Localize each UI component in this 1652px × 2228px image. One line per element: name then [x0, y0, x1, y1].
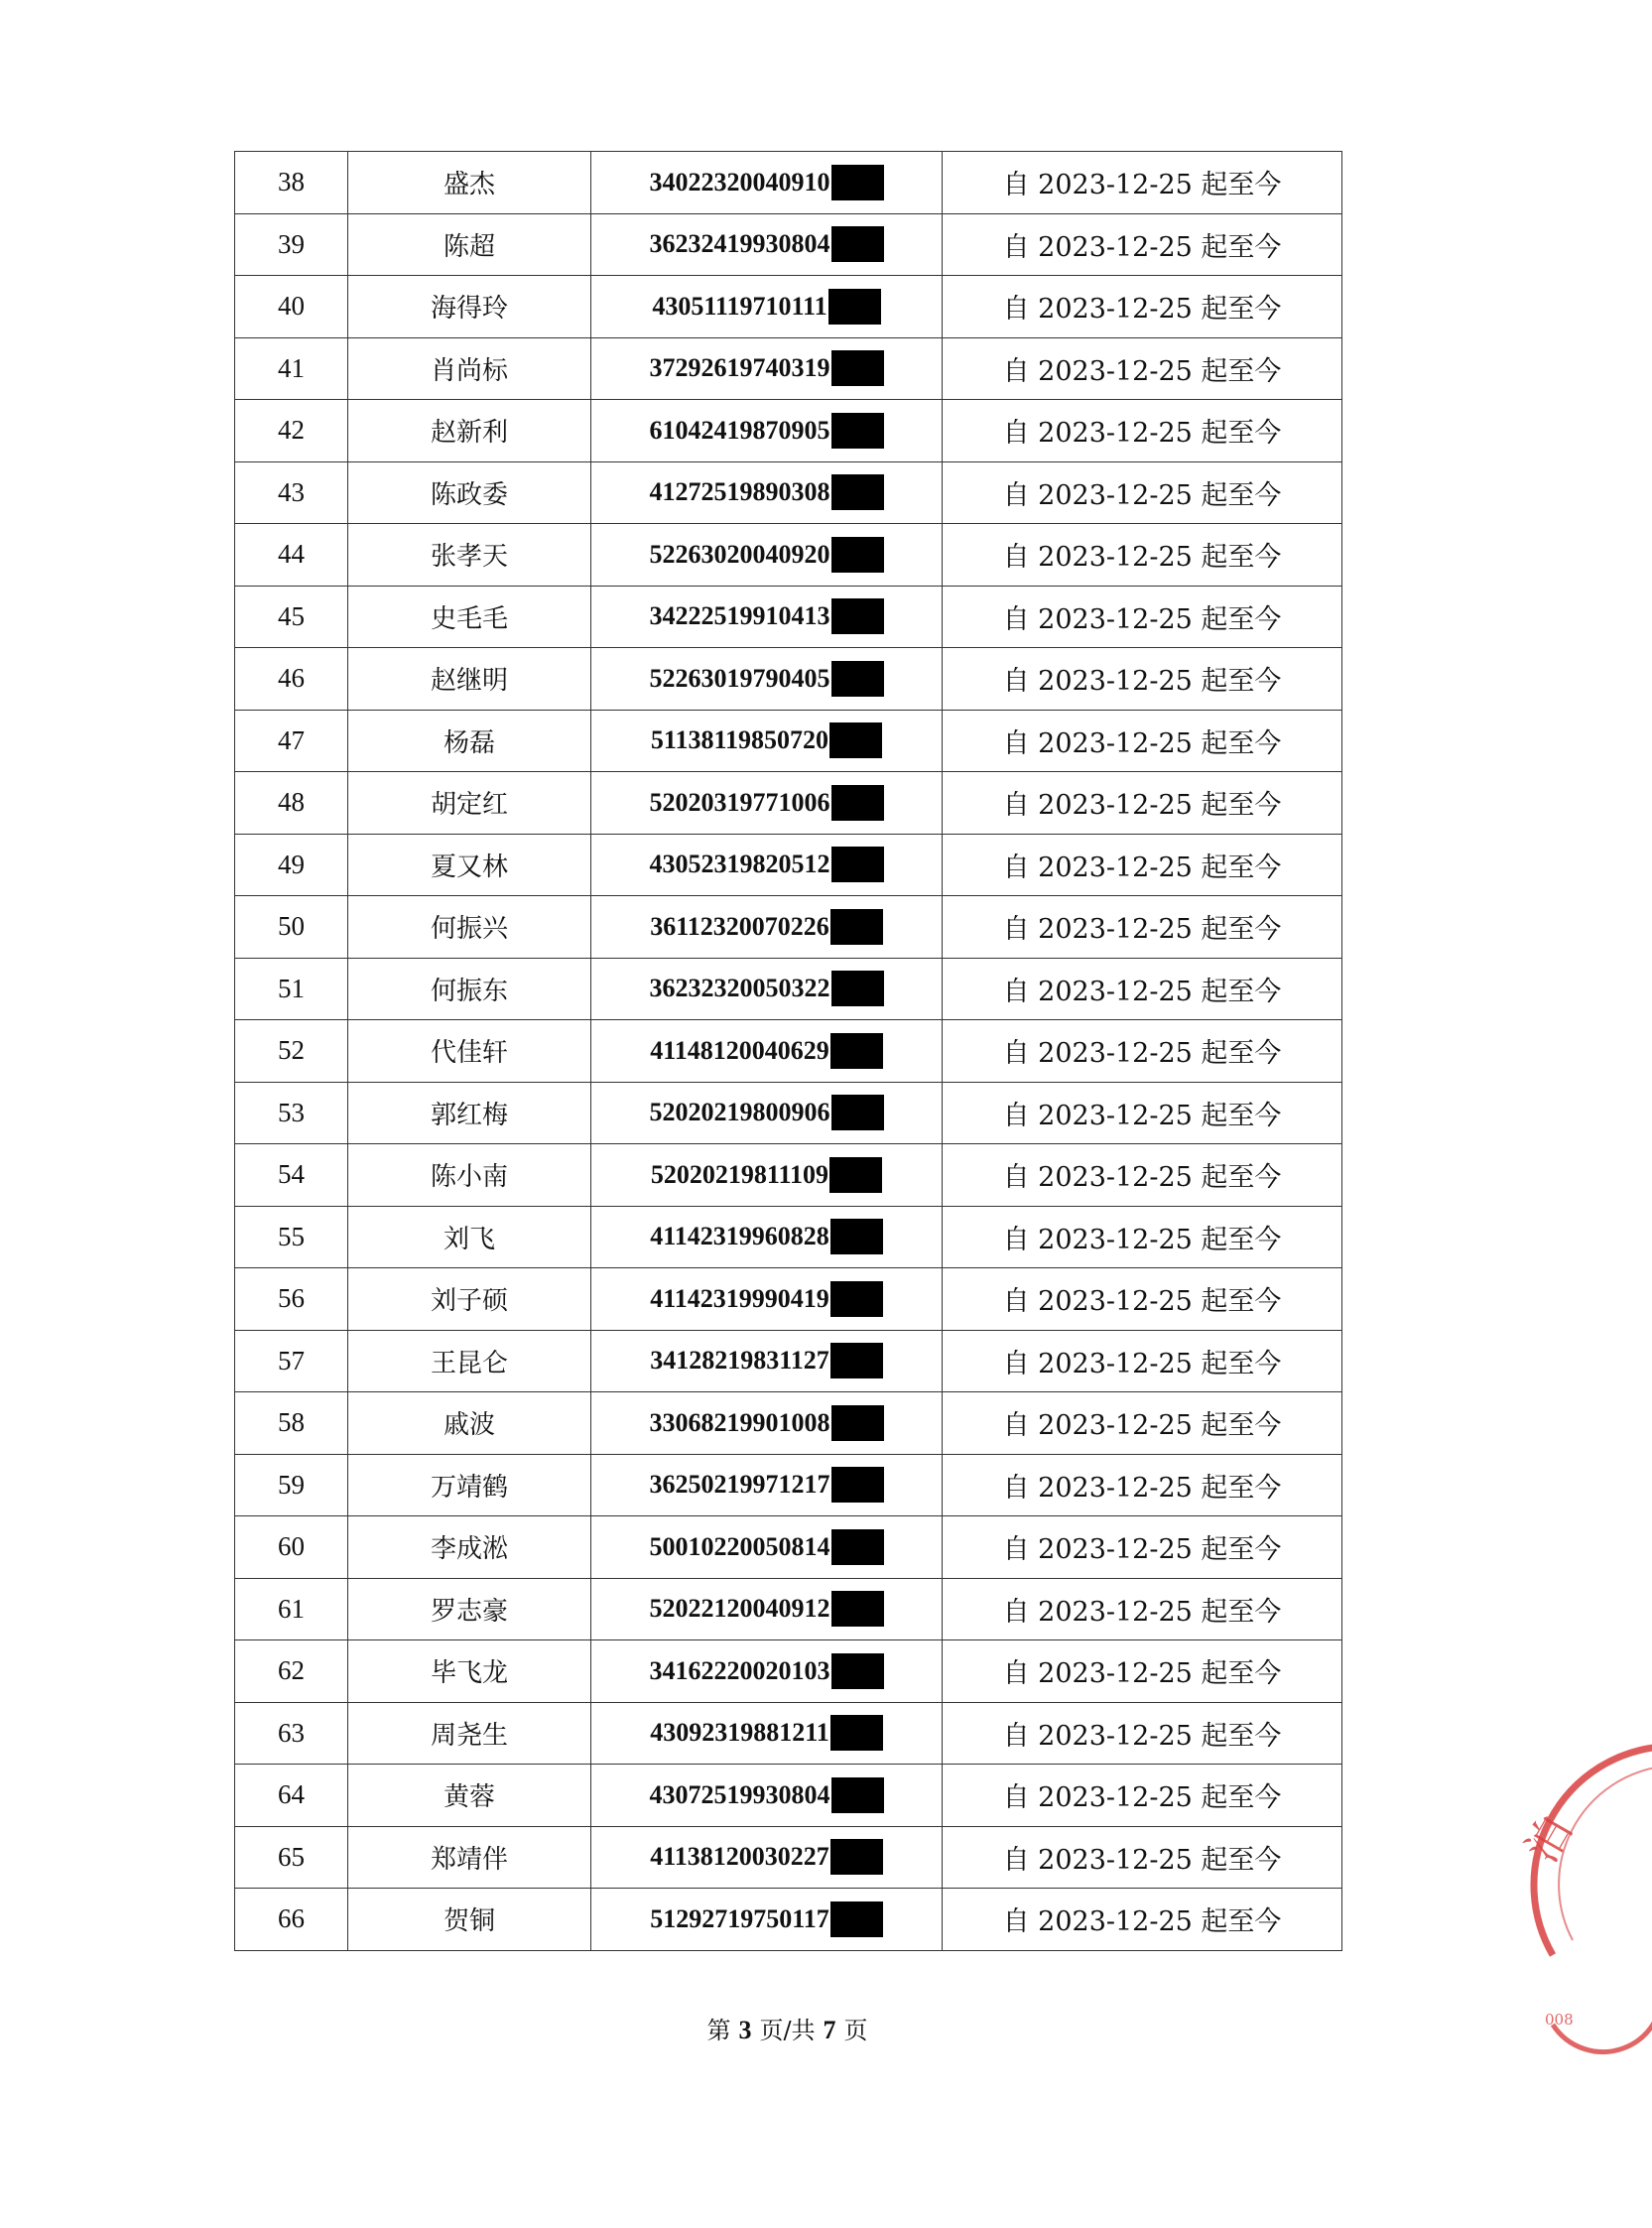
id-number-cell	[591, 1330, 943, 1392]
employment-period	[943, 1020, 1342, 1083]
person-name: 王昆仑	[348, 1330, 591, 1392]
table-row	[235, 1020, 1342, 1083]
id-number: 43092319881211	[650, 1718, 829, 1748]
person-name: 李成淞	[348, 1516, 591, 1579]
person-name: 郭红梅	[348, 1082, 591, 1144]
table-row	[235, 1578, 1342, 1640]
redaction-block	[831, 537, 884, 573]
table-body	[235, 152, 1342, 1951]
seal-number: 008	[1545, 2011, 1574, 2029]
person-name: 刘飞	[348, 1206, 591, 1268]
id-number-cell	[591, 648, 943, 711]
person-name: 夏又林	[348, 834, 591, 896]
id-number: 41142319960828	[650, 1222, 829, 1251]
id-number-cell	[591, 1516, 943, 1579]
person-name: 黄蓉	[348, 1765, 591, 1827]
table-row	[235, 710, 1342, 772]
footer-suffix: 页	[843, 2017, 868, 2044]
id-number-cell	[591, 524, 943, 587]
id-number: 37292619740319	[649, 353, 830, 383]
employment-period	[943, 648, 1342, 711]
row-number: 62	[235, 1640, 348, 1703]
row-number: 59	[235, 1454, 348, 1516]
redaction-block	[830, 1715, 883, 1751]
person-name: 赵新利	[348, 400, 591, 462]
redaction-block	[831, 785, 884, 821]
id-number: 41148120040629	[650, 1035, 829, 1065]
id-number-cell	[591, 1454, 943, 1516]
table-row	[235, 1268, 1342, 1331]
id-number: 43052319820512	[649, 850, 830, 879]
table-row	[235, 1206, 1342, 1268]
row-number: 46	[235, 648, 348, 711]
id-number: 52020219811109	[650, 1159, 829, 1189]
row-number: 63	[235, 1702, 348, 1765]
table-row	[235, 1640, 1342, 1703]
table-row	[235, 1826, 1342, 1889]
redaction-block	[831, 350, 884, 386]
person-name: 陈超	[348, 213, 591, 276]
redaction-block	[830, 1281, 883, 1317]
id-number-cell	[591, 461, 943, 524]
employment-period	[943, 1144, 1342, 1207]
table-row	[235, 524, 1342, 587]
redaction-block	[831, 1529, 884, 1565]
employment-period	[943, 772, 1342, 835]
id-number: 52263020040920	[649, 539, 830, 569]
period-text: 自 2023-12-25 起至今	[1002, 1162, 1282, 1194]
employment-period	[943, 1765, 1342, 1827]
table-row	[235, 1454, 1342, 1516]
id-number-cell	[591, 1268, 943, 1331]
id-number-cell	[591, 1765, 943, 1827]
table-row	[235, 1392, 1342, 1455]
redaction-block	[830, 1343, 883, 1378]
row-number: 47	[235, 710, 348, 772]
employment-period	[943, 896, 1342, 959]
id-number: 41142319990419	[650, 1283, 829, 1313]
redaction-block	[831, 1777, 884, 1813]
id-number-cell	[591, 276, 943, 338]
id-number-cell	[591, 1392, 943, 1455]
row-number: 58	[235, 1392, 348, 1455]
id-number: 36232419930804	[649, 229, 830, 259]
id-number: 61042419870905	[649, 415, 830, 445]
person-name: 郑靖伴	[348, 1826, 591, 1889]
redaction-block	[830, 1219, 883, 1254]
employment-period	[943, 152, 1342, 214]
person-name: 何振兴	[348, 896, 591, 959]
period-text: 自 2023-12-25 起至今	[1002, 1100, 1282, 1131]
period-text: 自 2023-12-25 起至今	[1002, 231, 1282, 263]
id-number-cell	[591, 1082, 943, 1144]
period-text: 自 2023-12-25 起至今	[1002, 418, 1282, 450]
employment-period	[943, 1640, 1342, 1703]
person-name: 周尧生	[348, 1702, 591, 1765]
total-page-number: 7	[823, 2016, 836, 2044]
person-name: 戚波	[348, 1392, 591, 1455]
id-number: 50010220050814	[649, 1531, 830, 1561]
id-number: 36232320050322	[649, 974, 830, 1003]
employment-period	[943, 958, 1342, 1020]
person-name: 张孝天	[348, 524, 591, 587]
table-row	[235, 958, 1342, 1020]
row-number: 64	[235, 1765, 348, 1827]
id-number: 51138119850720	[650, 725, 829, 755]
period-text: 自 2023-12-25 起至今	[1002, 1658, 1282, 1690]
current-page-number: 3	[738, 2016, 752, 2044]
table-row	[235, 896, 1342, 959]
period-text: 自 2023-12-25 起至今	[1002, 1534, 1282, 1566]
period-text: 自 2023-12-25 起至今	[1002, 1472, 1282, 1504]
employment-period	[943, 1889, 1342, 1951]
person-name: 赵继明	[348, 648, 591, 711]
id-number-cell	[591, 337, 943, 400]
redaction-block	[830, 1033, 883, 1069]
table-row	[235, 213, 1342, 276]
row-number: 44	[235, 524, 348, 587]
table-row	[235, 1702, 1342, 1765]
row-number: 66	[235, 1889, 348, 1951]
row-number: 57	[235, 1330, 348, 1392]
table-row	[235, 400, 1342, 462]
id-number-cell	[591, 772, 943, 835]
period-text: 自 2023-12-25 起至今	[1002, 479, 1282, 511]
id-number: 52020219800906	[649, 1098, 830, 1127]
redaction-block	[831, 1467, 884, 1503]
period-text: 自 2023-12-25 起至今	[1002, 170, 1282, 201]
row-number: 56	[235, 1268, 348, 1331]
person-name: 杨磊	[348, 710, 591, 772]
row-number: 43	[235, 461, 348, 524]
employment-period	[943, 1702, 1342, 1765]
id-number-cell	[591, 1578, 943, 1640]
id-number-cell	[591, 834, 943, 896]
id-number: 52022120040912	[649, 1594, 830, 1624]
row-number: 45	[235, 586, 348, 648]
period-text: 自 2023-12-25 起至今	[1002, 1348, 1282, 1379]
period-text: 自 2023-12-25 起至今	[1002, 1596, 1282, 1628]
id-number: 43072519930804	[649, 1779, 830, 1809]
period-text: 自 2023-12-25 起至今	[1002, 603, 1282, 635]
employment-period	[943, 213, 1342, 276]
person-name: 何振东	[348, 958, 591, 1020]
employment-period	[943, 1330, 1342, 1392]
row-number: 54	[235, 1144, 348, 1207]
redaction-block	[830, 1901, 883, 1937]
id-number: 34162220020103	[649, 1655, 830, 1685]
footer-mid: 页/共	[759, 2017, 816, 2044]
redaction-block	[831, 971, 884, 1006]
person-name: 胡定红	[348, 772, 591, 835]
id-number: 34222519910413	[649, 601, 830, 631]
period-text: 自 2023-12-25 起至今	[1002, 1906, 1282, 1938]
period-text: 自 2023-12-25 起至今	[1002, 852, 1282, 883]
period-text: 自 2023-12-25 起至今	[1002, 1224, 1282, 1255]
employment-period	[943, 524, 1342, 587]
person-name: 刘子硕	[348, 1268, 591, 1331]
id-number-cell	[591, 1206, 943, 1268]
row-number: 48	[235, 772, 348, 835]
row-number: 51	[235, 958, 348, 1020]
id-number-cell	[591, 1702, 943, 1765]
id-number: 33068219901008	[649, 1407, 830, 1437]
period-text: 自 2023-12-25 起至今	[1002, 542, 1282, 574]
employment-period	[943, 1826, 1342, 1889]
page-footer	[0, 2011, 1575, 2045]
employment-period	[943, 1392, 1342, 1455]
id-number-cell	[591, 586, 943, 648]
id-number: 34022320040910	[649, 167, 830, 197]
period-text: 自 2023-12-25 起至今	[1002, 790, 1282, 822]
id-number: 52263019790405	[649, 663, 830, 693]
redaction-block	[831, 1405, 884, 1441]
redaction-block	[830, 909, 883, 945]
row-number: 53	[235, 1082, 348, 1144]
period-text: 自 2023-12-25 起至今	[1002, 976, 1282, 1007]
row-number: 42	[235, 400, 348, 462]
table-row	[235, 1144, 1342, 1207]
id-number: 52020319771006	[649, 787, 830, 817]
table-row	[235, 1516, 1342, 1579]
redaction-block	[831, 226, 884, 262]
seal-text: 泊	[1516, 1807, 1583, 1872]
period-text: 自 2023-12-25 起至今	[1002, 1844, 1282, 1876]
person-name: 史毛毛	[348, 586, 591, 648]
id-number-cell	[591, 958, 943, 1020]
employment-period	[943, 1206, 1342, 1268]
redaction-block	[829, 1157, 882, 1193]
id-number-cell	[591, 213, 943, 276]
period-text: 自 2023-12-25 起至今	[1002, 1286, 1282, 1318]
redaction-block	[831, 661, 884, 697]
table-row	[235, 337, 1342, 400]
redaction-block	[829, 722, 882, 758]
redaction-block	[830, 1839, 883, 1875]
id-number-cell	[591, 1144, 943, 1207]
footer-prefix: 第	[706, 2017, 731, 2044]
employment-period	[943, 1578, 1342, 1640]
row-number: 41	[235, 337, 348, 400]
person-name: 陈小南	[348, 1144, 591, 1207]
period-text: 自 2023-12-25 起至今	[1002, 294, 1282, 326]
table-row	[235, 276, 1342, 338]
table-row	[235, 834, 1342, 896]
row-number: 50	[235, 896, 348, 959]
person-name: 海得玲	[348, 276, 591, 338]
redaction-block	[831, 413, 884, 449]
row-number: 38	[235, 152, 348, 214]
redaction-block	[828, 289, 881, 325]
employment-period	[943, 337, 1342, 400]
employment-period	[943, 1268, 1342, 1331]
period-text: 自 2023-12-25 起至今	[1002, 355, 1282, 387]
row-number: 40	[235, 276, 348, 338]
row-number: 52	[235, 1020, 348, 1083]
person-name: 毕飞龙	[348, 1640, 591, 1703]
table-row	[235, 1330, 1342, 1392]
red-seal-stamp	[1513, 1727, 1652, 2064]
period-text: 自 2023-12-25 起至今	[1002, 1410, 1282, 1442]
id-number-cell	[591, 1640, 943, 1703]
person-name: 代佳轩	[348, 1020, 591, 1083]
row-number: 55	[235, 1206, 348, 1268]
person-name: 罗志豪	[348, 1578, 591, 1640]
table-row	[235, 1889, 1342, 1951]
employment-period	[943, 1082, 1342, 1144]
period-text: 自 2023-12-25 起至今	[1002, 1038, 1282, 1070]
row-number: 61	[235, 1578, 348, 1640]
id-number-cell	[591, 1826, 943, 1889]
id-number: 36112320070226	[650, 911, 829, 941]
employment-period	[943, 1454, 1342, 1516]
id-number-cell	[591, 896, 943, 959]
employment-period	[943, 400, 1342, 462]
redaction-block	[831, 165, 884, 200]
period-text: 自 2023-12-25 起至今	[1002, 666, 1282, 698]
id-number-cell	[591, 710, 943, 772]
row-number: 49	[235, 834, 348, 896]
id-number-cell	[591, 1889, 943, 1951]
person-name: 贺铜	[348, 1889, 591, 1951]
table-row	[235, 648, 1342, 711]
redaction-block	[831, 598, 884, 634]
id-number-cell	[591, 152, 943, 214]
redaction-block	[831, 1653, 884, 1689]
table-row	[235, 1765, 1342, 1827]
redaction-block	[831, 1591, 884, 1627]
redaction-block	[831, 1095, 884, 1130]
id-number-cell	[591, 400, 943, 462]
period-text: 自 2023-12-25 起至今	[1002, 1782, 1282, 1814]
row-number: 60	[235, 1516, 348, 1579]
table-row	[235, 152, 1342, 214]
employment-period	[943, 834, 1342, 896]
period-text: 自 2023-12-25 起至今	[1002, 1720, 1282, 1752]
id-number: 36250219971217	[649, 1470, 830, 1500]
id-number-cell	[591, 1020, 943, 1083]
id-number: 51292719750117	[650, 1903, 829, 1933]
employment-period	[943, 461, 1342, 524]
employment-period	[943, 710, 1342, 772]
id-number: 34128219831127	[650, 1346, 829, 1376]
table-row	[235, 586, 1342, 648]
redaction-block	[831, 474, 884, 510]
person-name: 盛杰	[348, 152, 591, 214]
row-number: 65	[235, 1826, 348, 1889]
table-row	[235, 1082, 1342, 1144]
id-number: 41272519890308	[649, 477, 830, 507]
person-name: 万靖鹤	[348, 1454, 591, 1516]
employment-period	[943, 586, 1342, 648]
person-name: 肖尚标	[348, 337, 591, 400]
period-text: 自 2023-12-25 起至今	[1002, 914, 1282, 946]
row-number: 39	[235, 213, 348, 276]
id-number: 41138120030227	[650, 1842, 829, 1872]
period-text: 自 2023-12-25 起至今	[1002, 727, 1282, 759]
redaction-block	[831, 847, 884, 882]
table-row	[235, 772, 1342, 835]
table-row	[235, 461, 1342, 524]
employment-period	[943, 1516, 1342, 1579]
id-number: 43051119710111	[652, 291, 827, 321]
employment-period	[943, 276, 1342, 338]
person-name: 陈政委	[348, 461, 591, 524]
personnel-table	[234, 151, 1342, 1951]
